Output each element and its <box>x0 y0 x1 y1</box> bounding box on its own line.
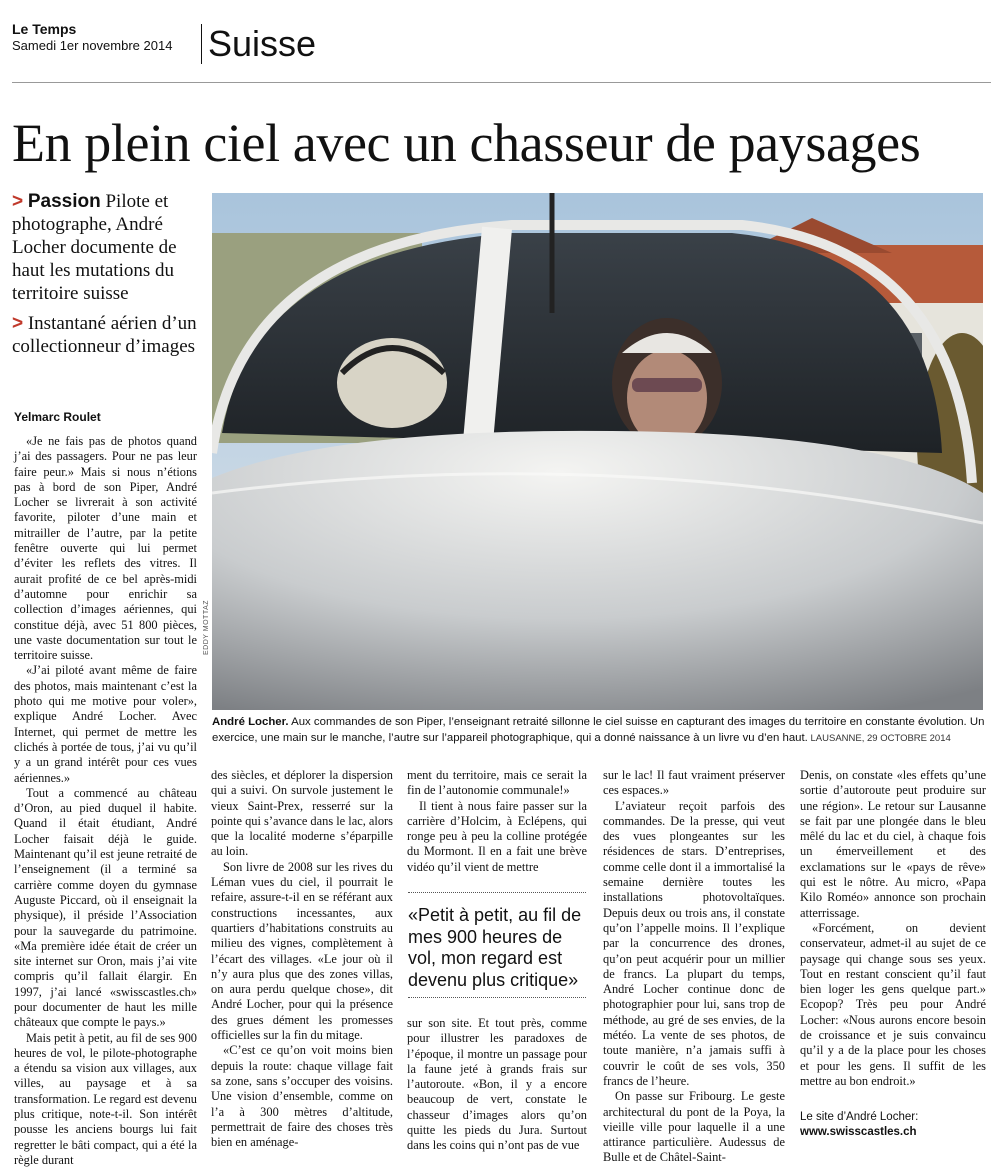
airplane-cockpit-illustration <box>212 193 983 710</box>
teaser-text: Instantané aérien d’un collectionneur d’images <box>12 313 197 357</box>
headline: En plein ciel avec un chasseur de paysages <box>12 113 921 173</box>
teaser-lead: Passion <box>27 191 101 212</box>
author-byline: Yelmarc Roulet <box>14 410 101 424</box>
paragraph: L’aviateur reçoit parfois des commandes. De la presse, qui veut des vues plongeantes sur les résidences de stars. D’entreprises, comme celle dont il a immortalisé la semaine dernière toutes les installations photovoltaïques. Depuis deux ou trois ans, il constate qu’on l’appelle moins. Il l’explique par la concurrence des drones, qu’on peut acquérir pour un millier de francs. La plupart du temps, André Locher continue donc de photographier pour lui, sans trop de méthode, au gré de ses envies, de la météo. La vente de ses photos, de toute manière, n’a jamais suffi à couvrir le coût de ses vols, 350 francs de l’heure. <box>603 798 785 1088</box>
teaser-arrow-icon: > <box>12 191 24 212</box>
teaser-arrow-icon: > <box>12 313 24 334</box>
section-title: Suisse <box>208 23 317 64</box>
pullquote: «Petit à petit, au fil de mes 900 heures de vol, mon regard est devenu plus critique» <box>408 905 582 990</box>
photo-credit: EDDY MOTTAZ <box>203 599 210 655</box>
paragraph: On passe sur Fribourg. Le geste architectural du pont de la Poya, la vieille ville pour laquelle il a une attirance particulière. Audessus de Bulle et de Châtel-Saint- <box>603 1089 785 1165</box>
site-reference <box>800 1110 986 1140</box>
paragraph: «Forcément, on devient conservateur, admet-il au sujet de ce paysage qui change sous ses yeux. Tout en restant conscient qu’il faut bien loger les gens quelque part.» Ecopop? Très peu pour André Locher: «Nous aurons encore besoin de croissance et je suis convaincu qu’il y a de la place pour les choses et pour les gens. Il suffit de les mettre au bon endroit.» <box>800 920 986 1088</box>
paragraph: Denis, on constate «les effets qu’une sortie d’autoroute peut produire sur une région». Le retour sur Lausanne se fait par une plongée dans le bleu mêlé du lac et du ciel, à chaque fois un émerveillement et des exclamations sur le «pays de rêve» qui est le nôtre. Au micro, «Papa Kilo Roméo» annonce son prochain atterrissage. <box>800 768 986 920</box>
paragraph: «Je ne fais pas de photos quand j’ai des passagers. Pour ne pas leur faire peur.» Mais si nous n’étions pas à bord de son Piper, André Locher se livrerait à son activité favorite, piloter d’une main et mitrailler de l’autre, par la petite fenêtre ouverte qui lui permet d’éviter les reflets des vitres. Il aurait profité de ce bel après-midi d’automne pour enrichir sa collection d’images aériennes, qui constitue déjà, avec 51 800 pièces, une vaste documentation sur tout le territoire suisse. <box>14 434 197 663</box>
paragraph: Son livre de 2008 sur les rives du Léman vues du ciel, il pourrait le refaire, assure-t-il en se référant aux constructions incessantes, aux quartiers d’habitations construits au milieu des vignes, complètement à l’écart des villages. «Le jour où il n’y aura plus que des zones villas, on aura perdu quelque chose», dit André Locher, pour qui la présence des grues dément les promesses officielles sur la fin du mitage. <box>211 859 393 1043</box>
paragraph: «J’ai piloté avant même de faire des photos, mais maintenant c’est la photo qui me motive pour voler», explique André Locher. Avec Internet, qui permet de mettre les clichés à portée de tous, j’ai vu qu’il y a un grand intérêt pour ces vues aériennes.» <box>14 663 197 785</box>
header-divider <box>201 24 202 64</box>
article-column-2 <box>211 768 393 1150</box>
site-url-link[interactable]: www.swisscastles.ch <box>800 1126 917 1138</box>
issue-date: Samedi 1er novembre 2014 <box>12 38 173 53</box>
publication-name: Le Temps <box>12 21 77 37</box>
paragraph: sur son site. Et tout près, comme pour illustrer les paradoxes de l’époque, il montre un passage pour la faune jeté à grands frais sur l’autoroute. «Bon, il y a encore beaucoup de vert, constate le chasseur d’images alors qu’on quitte les pieds du Jura. Surtout dans les coins qui n’ont pas de vue <box>407 1016 587 1153</box>
paragraph: Mais petit à petit, au fil de ses 900 heures de vol, le pilote-photographe a étendu sa vision aux villages, aux villes, au paysage et à sa transformation. Le regard est devenu plus critique, note-t-il. Son intérêt pousse les anciens bourgs lui fait regretter le bâti compact, qui a été la règle durant <box>14 1030 197 1167</box>
paragraph: ment du territoire, mais ce serait la fin de l’autonomie communale!» <box>407 768 587 798</box>
pullquote-rule-top <box>408 892 586 893</box>
paragraph: sur le lac! Il faut vraiment préserver ces espaces.» <box>603 768 785 798</box>
paragraph: des siècles, et déplorer la dispersion qui a suivi. On survole justement le vieux Saint-Prex, resserré sur la pointe qui s’avance dans le lac, alors que la localité moderne s’éparpille au loin. <box>211 768 394 859</box>
article-column-1 <box>14 434 197 1168</box>
pullquote-rule-bottom <box>408 997 586 998</box>
paragraph: «C’est ce qu’on voit moins bien depuis la route: chaque village fait sa zone, sans s’occuper des voisins. Une vision d’ensemble, comme on l’a à 300 mètres d’altitude, permettrait de faire des choses très bien en aménage- <box>211 1043 393 1150</box>
teaser-passion <box>12 190 198 305</box>
photo-caption <box>212 714 987 747</box>
teaser-text: Pilote et photographe, André Locher documente de haut les mutations du territoire suisse <box>12 191 177 304</box>
paragraph: Il tient à nous faire passer sur la carrière d’Holcim, à Eclépens, qui ronge peu à peu la colline protégée du Mormont. Il en a fait une brève vidéo qu’il vient de mettre <box>407 798 587 874</box>
article-photo <box>212 193 983 710</box>
teaser-instantane <box>12 312 198 358</box>
article-column-5 <box>800 768 986 1089</box>
article-column-3-bottom <box>407 1016 587 1154</box>
caption-name: André Locher. <box>212 716 289 728</box>
paragraph: Tout a commencé au château d’Oron, au pied duquel il habite. Quand il était étudiant, André Locher faisait déjà le guide. Maintenant qu’il est jeune retraité de l’enseignement (il a terminé sa carrière comme doyen du gymnase Auguste Piccard, où il enseignait la physique), il préside l’Association pour la sauvegarde du patrimoine. «Ma première idée était de créer un site internet sur Oron, mais j’ai vite compris qu’il fallait élargir. En 1997, j’ai lancé «swisscastles.ch» pour documenter de haut les mille châteaux que compte le pays.» <box>14 785 197 1030</box>
caption-place: LAUSANNE, 29 OCTOBRE 2014 <box>807 733 951 744</box>
header-rule <box>12 82 991 83</box>
site-label: Le site d’André Locher: <box>800 1111 919 1123</box>
article-column-3-top <box>407 768 587 875</box>
article-column-4 <box>603 768 785 1166</box>
caption-text: Aux commandes de son Piper, l’enseignant retraité sillonne le ciel suisse en capturant des images du territoire en constante évolution. Un exercice, une main sur le manche, l’autre sur l’appareil photographique, qui a donné naissance à un livre vu d’en haut. <box>212 716 985 744</box>
